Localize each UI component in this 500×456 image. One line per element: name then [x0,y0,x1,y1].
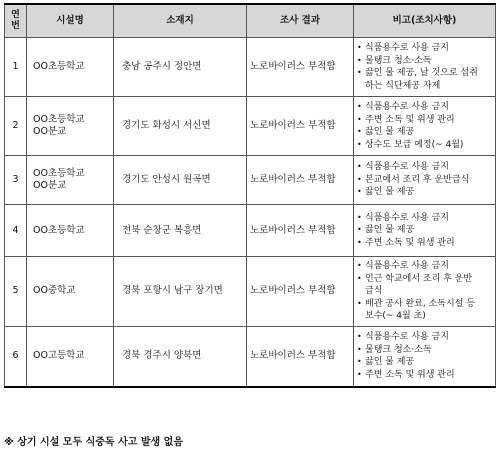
facility-name-line: OO분교 [33,126,67,137]
note-line: • 상수도 보급 예정(~ 4월) [365,139,464,150]
note-line: • 본교에서 조리 후 운반급식 [365,174,470,185]
footer-note: ※ 상기 시설 모두 식중독 사고 발생 없음 [4,437,183,448]
note-item [357,101,493,114]
header-location: 소재지 [114,4,247,38]
note-line: 급식 [365,286,383,296]
inspection-result: 노로바이러스 부적합 [247,97,354,156]
row-number: 4 [5,205,27,257]
header-result: 조사 결과 [247,4,354,38]
facility-location: 충남 공주시 정안면 [114,38,247,97]
facility-name [27,257,114,327]
note-item [357,55,493,68]
header-note: 비고(조치사항) [354,4,496,38]
note-line: • 끓인 물 제공 [365,225,415,236]
note-item [357,331,493,344]
note-line: • 끓인 물 제공 [365,187,415,198]
note-line: • 식품용수로 사용 금지 [365,162,449,173]
note-line: • 식품용수로 사용 금지 [365,212,449,223]
row-number: 2 [5,97,27,156]
note-line: • 끓인 물 제공 [365,127,415,137]
note-item [357,161,493,174]
inspection-result: 노로바이러스 부적합 [247,257,354,327]
note-line: • 주변 소독 및 위생 관리 [365,114,455,125]
inspection-result: 노로바이러스 부적합 [247,205,354,257]
facility-table [4,3,496,388]
action-notes [354,205,496,257]
note-line: • 물탱크 청소·소독 [365,55,432,66]
note-item [357,139,493,152]
inspection-result: 노로바이러스 부적합 [247,38,354,97]
note-item [357,67,493,92]
table-row [5,257,496,327]
table-row [5,326,496,387]
action-notes [354,156,496,205]
header-name: 시설명 [27,4,114,38]
action-notes [354,38,496,97]
note-item [357,212,493,225]
facility-name-line: OO초등학교 [33,168,85,179]
facility-name [27,38,114,97]
note-line: • 식품용수로 사용 금지 [365,332,449,343]
note-item [357,186,493,199]
facility-name-line: OO고등학교 [33,350,85,362]
note-line: 보수(~ 4월 초) [365,311,426,321]
note-item [357,369,493,382]
note-item [357,298,493,323]
note-item [357,344,493,357]
row-number: 6 [5,326,27,387]
facility-name-line: OO중학교 [33,285,76,297]
row-number: 1 [5,38,27,97]
note-line: • 식품용수로 사용 금지 [365,43,449,53]
action-notes [354,97,496,156]
facility-location: 경기도 화성시 서신면 [114,97,247,156]
header-row [5,4,496,38]
facility-location: 경기도 안성시 원곡면 [114,156,247,205]
table-row [5,205,496,257]
note-item [357,273,493,298]
action-notes [354,326,496,387]
note-line: • 인근 학교에서 조리 후 운반 [365,273,473,284]
facility-location: 전북 순창군 복흥면 [114,205,247,257]
facility-name [27,97,114,156]
note-line: 하는 식단제공 자제 [365,80,441,91]
note-line: • 식품용수로 사용 금지 [365,261,449,271]
note-line: • 끓인 물 제공 [365,357,415,368]
note-line: • 배관 공사 완료, 소독시설 등 [365,298,475,309]
facility-location: 경북 포항시 남구 장기면 [114,257,247,327]
table-row [5,97,496,156]
table-row [5,156,496,205]
facility-name [27,326,114,387]
action-notes [354,257,496,327]
note-line: • 끓인 물 제공, 날 것으로 섭취 [365,68,478,78]
note-item [357,174,493,187]
facility-name-line: OO초등학교 [33,224,85,236]
facility-location: 경북 경주시 양북면 [114,326,247,387]
facility-name-line: OO분교 [33,180,67,191]
row-number: 3 [5,156,27,205]
header-seq: 연 번 [5,4,27,38]
facility-name-line: OO초등학교 [33,114,85,125]
note-item [357,126,493,139]
note-line: • 주변 소독 및 위생 관리 [365,369,455,380]
note-line: • 물탱크 청소·소독 [365,344,432,355]
note-item [357,114,493,127]
note-item [357,237,493,250]
facility-name-line: OO초등학교 [33,61,85,72]
facility-name [27,156,114,205]
note-item [357,356,493,369]
note-item [357,42,493,55]
note-line: • 식품용수로 사용 금지 [365,102,449,112]
row-number: 5 [5,257,27,327]
note-line: • 주변 소독 및 위생 관리 [365,237,455,248]
note-item [357,260,493,273]
facility-name [27,205,114,257]
table-row [5,38,496,97]
inspection-result: 노로바이러스 부적합 [247,326,354,387]
inspection-result: 노로바이러스 부적합 [247,156,354,205]
note-item [357,224,493,237]
